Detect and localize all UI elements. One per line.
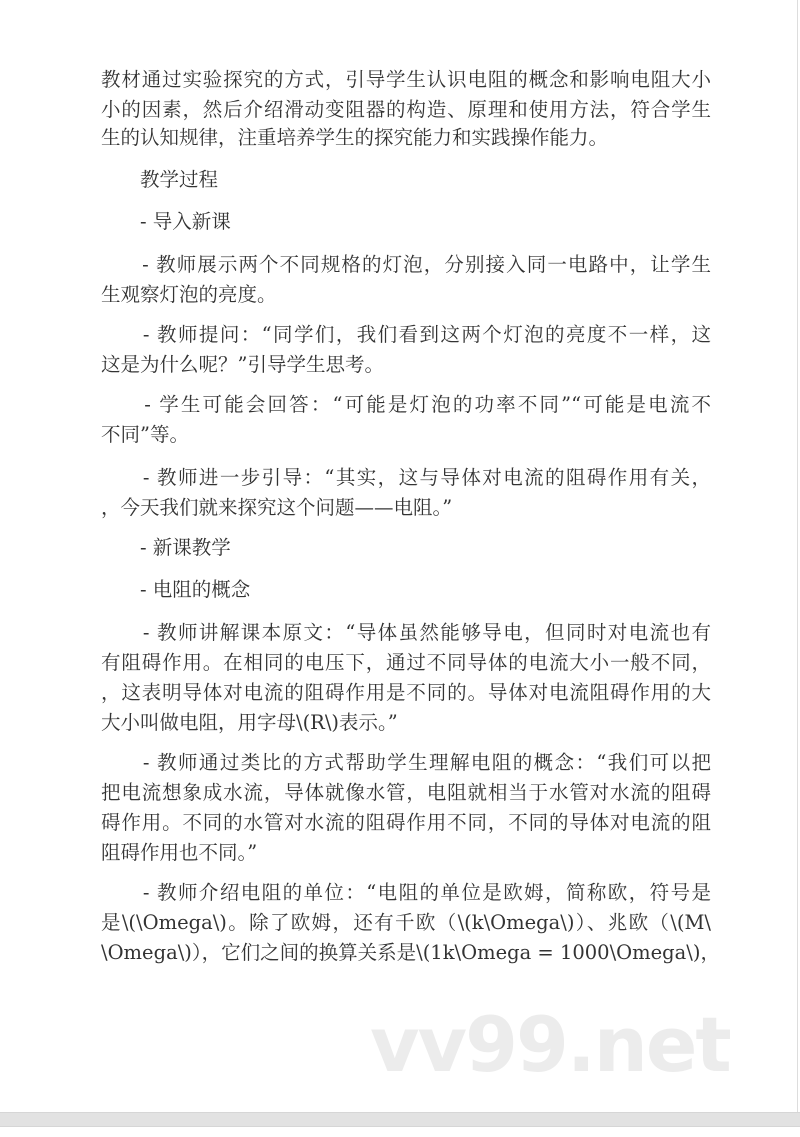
watermark: vv99.net [370, 1000, 730, 1089]
text-line: ，今天我们就来探究这个问题——电阻。” [101, 496, 453, 519]
page-separator [0, 1112, 800, 1127]
text-line: - 教师介绍电阻的单位：“电阻的单位是欧姆，简称欧，符号是 [101, 881, 711, 904]
text-line: 阻碍作用也不同。” [101, 841, 258, 864]
text-line: - 教师通过类比的方式帮助学生理解电阻的概念：“我们可以把 [101, 751, 711, 774]
section-heading: - 新课教学 [101, 536, 231, 559]
section-heading: - 导入新课 [101, 210, 231, 233]
text-line: 生观察灯泡的亮度。 [101, 283, 277, 306]
text-line: - 学生可能会回答：“可能是灯泡的功率不同”“可能是电流不 [101, 393, 711, 416]
text-line: 大小叫做电阻，用字母\(R\)表示。” [101, 711, 398, 734]
text-line: 不同”等。 [101, 423, 189, 446]
text-line: 教材通过实验探究的方式，引导学生认识电阻的概念和影响电阻大小 [101, 68, 711, 91]
text-line: - 教师提问：“同学们，我们看到这两个灯泡的亮度不一样，这 [101, 323, 711, 346]
text-line: - 教师讲解课本原文：“导体虽然能够导电，但同时对电流也有 [101, 621, 711, 644]
text-line: 是\(\Omega\)。除了欧姆，还有千欧（\(k\Omega\)）、兆欧（\(M\ [101, 911, 711, 934]
text-line: 小的因素，然后介绍滑动变阻器的构造、原理和使用方法，符合学生 [101, 98, 711, 121]
text-line: 把电流想象成水流，导体就像水管，电阻就相当于水管对水流的阻碍 [101, 781, 711, 804]
text-line: ，这表明导体对电流的阻碍作用是不同的。导体对电流阻碍作用的大 [101, 681, 711, 704]
section-heading: - 电阻的概念 [101, 578, 251, 601]
text-line: \Omega\)），它们之间的换算关系是\(1k\Omega = 1000\Omega\)， [101, 941, 720, 964]
section-heading: 教学过程 [101, 168, 219, 191]
text-line: 生的认知规律，注重培养学生的探究能力和实践操作能力。 [101, 126, 609, 149]
text-line: 有阻碍作用。在相同的电压下，通过不同导体的电流大小一般不同， [101, 651, 711, 674]
text-line: 碍作用。不同的水管对水流的阻碍作用不同，不同的导体对电流的阻 [101, 811, 711, 834]
text-line: - 教师进一步引导：“其实，这与导体对电流的阻碍作用有关， [101, 466, 711, 489]
text-line: - 教师展示两个不同规格的灯泡，分别接入同一电路中，让学生 [101, 253, 711, 276]
text-line: 这是为什么呢？”引导学生思考。 [101, 353, 384, 376]
